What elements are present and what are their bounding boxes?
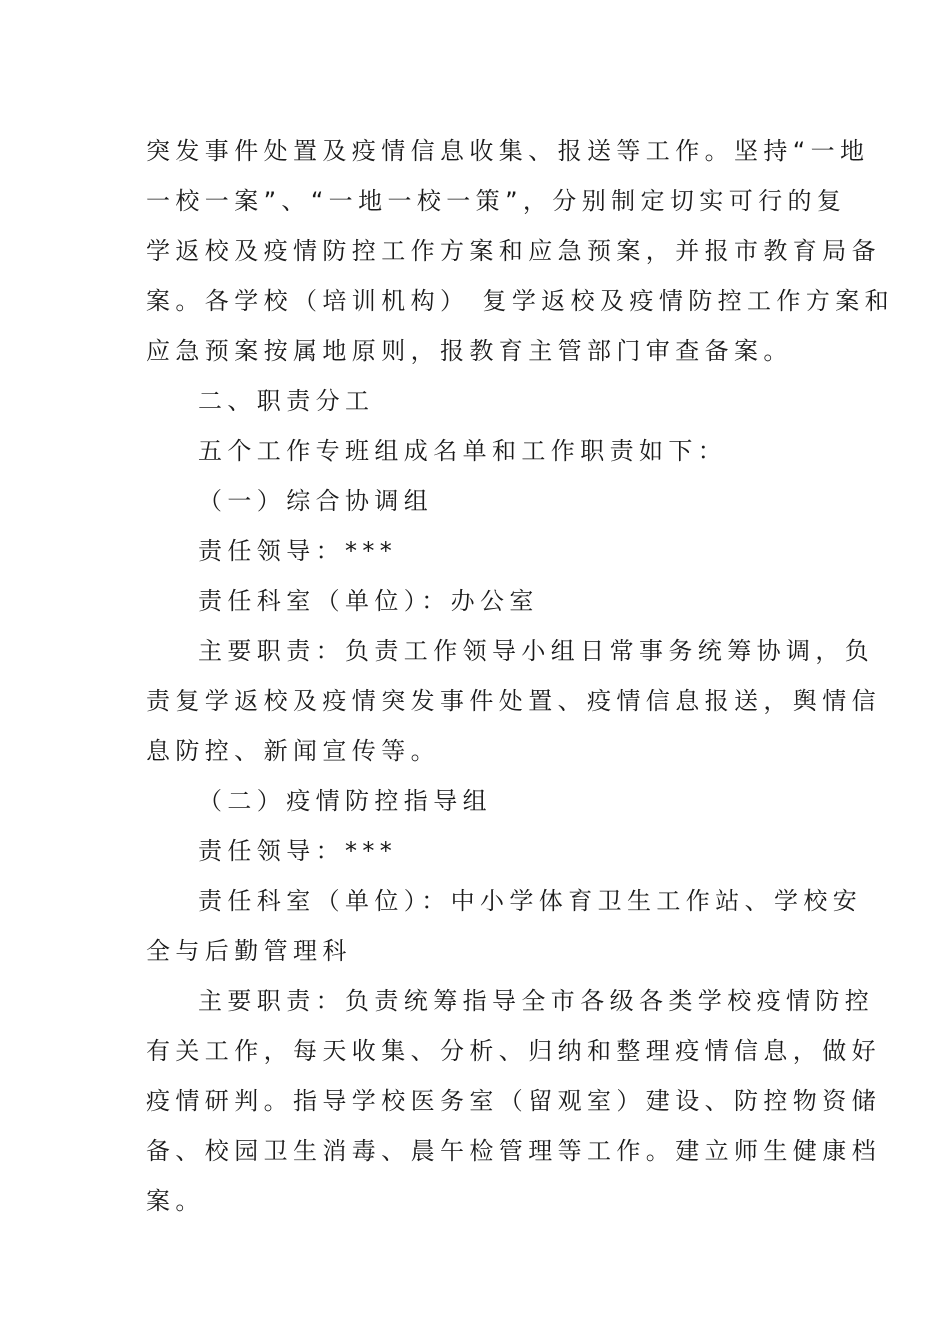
document-body [146, 126, 895, 1226]
section-heading: 二、职责分工 [198, 387, 375, 415]
text-line: 应急预案按属地原则，报教育主管部门审查备案。 [146, 337, 793, 365]
responsible-leader: 责任领导：*** [198, 537, 398, 565]
paragraph-intro [146, 426, 806, 476]
group-title: （二）疫情防控指导组 [198, 787, 492, 815]
text-line: 案。 [146, 1187, 205, 1215]
text-line: 五个工作专班组成名单和工作职责如下： [198, 437, 728, 465]
text-line: 主要职责：负责统筹指导全市各级各类学校疫情防控 [198, 987, 875, 1015]
text-line: 疫情研判。指导学校医务室（留观室）建设、防控物资储 [146, 1087, 881, 1115]
responsible-leader: 责任领导：*** [198, 837, 398, 865]
group-coordination [146, 476, 881, 776]
paragraph-school-plans [146, 126, 895, 376]
group-epidemic-guidance [146, 776, 881, 1226]
section-heading-duties [146, 376, 806, 426]
group-title: （一）综合协调组 [198, 487, 434, 515]
text-line: 有关工作，每天收集、分析、归纳和整理疫情信息，做好 [146, 1037, 881, 1065]
text-line: 突发事件处置及疫情信息收集、报送等工作。坚持“一地 [146, 137, 870, 165]
responsible-department: 责任科室（单位）：中小学体育卫生工作站、学校安 [198, 887, 863, 915]
responsible-department: 责任科室（单位）：办公室 [198, 587, 539, 615]
text-line: 学返校及疫情防控工作方案和应急预案，并报市教育局备 [146, 237, 881, 265]
text-line: 备、校园卫生消毒、晨午检管理等工作。建立师生健康档 [146, 1137, 881, 1165]
text-line: 一校一案”、“一地一校一策”，分别制定切实可行的复 [146, 187, 847, 215]
text-line: 责复学返校及疫情突发事件处置、疫情信息报送，舆情信 [146, 687, 881, 715]
text-line: 主要职责：负责工作领导小组日常事务统筹协调，负 [198, 637, 875, 665]
text-line: 案。各学校（培训机构） 复学返校及疫情防控工作方案和 [146, 287, 895, 315]
text-line: 全与后勤管理科 [146, 937, 352, 965]
text-line: 息防控、新闻宣传等。 [146, 737, 440, 765]
